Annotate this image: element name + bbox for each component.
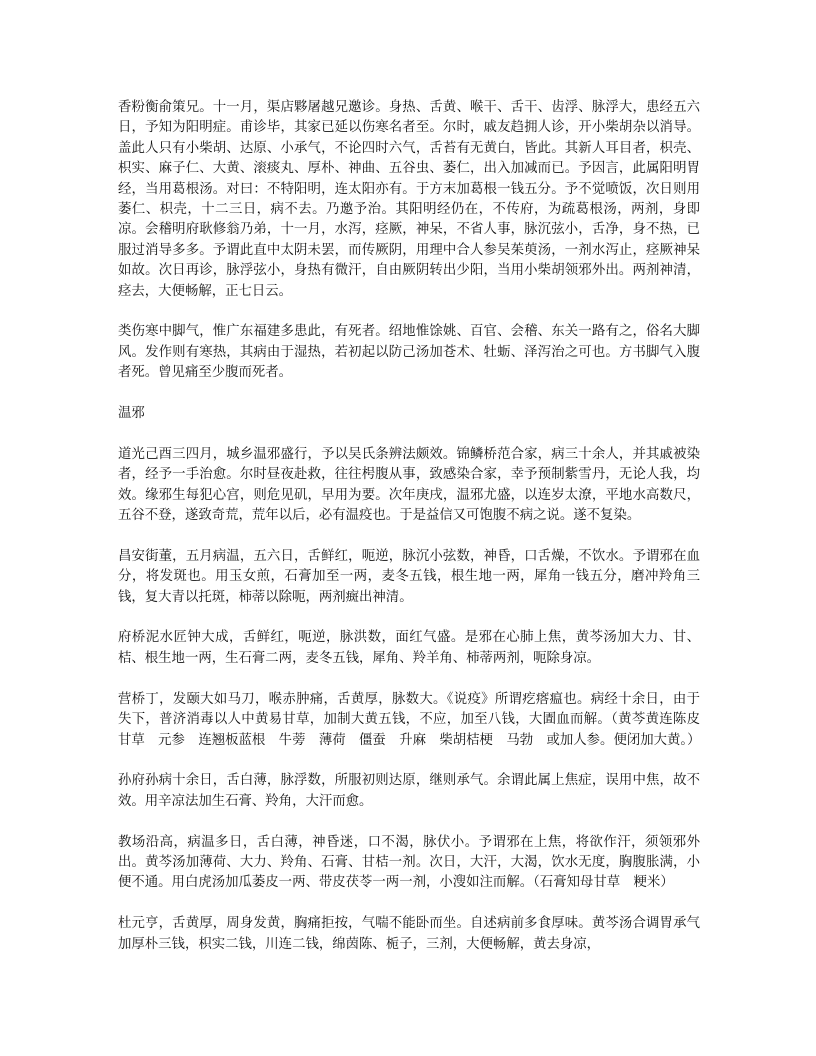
case-paragraph-6: 营桥丁，发颐大如马刀，喉赤肿痛，舌黄厚，脉数大。《说疫》所谓疙瘩瘟也。病经十余日，由于失下，普济消毒以人中黄易甘草，加制大黄五钱，不应，加至八钱，大圊血而解。（黄芩黄连陈皮 甘草 元参 连翘板蓝根 牛蒡 薄荷 僵蚕 升麻 柴胡桔梗 马勃 或加人参。便闭加大黄。） [118, 691, 714, 748]
case-paragraph-3: 道光己酉三四月，城乡温邪盛行，予以吴氏条辨法颇效。锦鳞桥范合家，病三十余人，并其戚被染者，经予一手治愈。尔时昼夜赴救，往往枵腹从事，致感染合家，幸予预制紫雪丹，无论人我，均效。缘邪生每犯心宫，则危见矶，早用为要。次年庚戌，温邪尤盛，以连岁太潦，平地水高数尺，五谷不登，遂致奇荒，荒年以后，必有温疫也。于是益信又可饱腹不病之说。遂不复染。 [118, 446, 700, 524]
case-paragraph-4: 昌安街董，五月病温，五六日，舌鲜红，呃逆，脉沉小弦数，神昏，口舌燥，不饮水。予谓邪在血分，将发斑也。用玉女煎，石膏加至一两，麦冬五钱，根生地一两，犀角一钱五分，磨冲羚角三钱，复大青以托斑，柿蒂以除呃，两剂癍出神清。 [118, 548, 700, 605]
section-heading: 温邪 [118, 406, 145, 422]
case-paragraph-9: 杜元亨，舌黄厚，周身发黄，胸痛拒按，气喘不能卧而坐。自述病前多食厚味。黄芩汤合调胃承气加厚朴三钱，枳实二钱，川连二钱，绵茵陈、栀子，三剂，大便畅解，黄去身凉， [118, 916, 700, 952]
case-paragraph-5: 府桥泥水匠钟大成，舌鲜红，呃逆，脉洪数，面红气盛。是邪在心肺上焦，黄芩汤加大力、甘、桔、根生地一两，生石膏二两，麦冬五钱，犀角、羚羊角、柿蒂两剂，呃除身凉。 [118, 630, 700, 666]
case-paragraph-1: 香粉衡俞策兄。十一月，渠店夥屠越兄邀诊。身热、舌黄、喉干、舌干、齿浮、脉浮大，患经五六日，予知为阳明症。甫诊毕，其家已延以伤寒名者至。尔时，戚友趋拥人诊，开小柴胡杂以消导。盖此人只有小柴胡、达原、小承气，不论四时六气，舌苔有无黄白，皆此。其新人耳目者，枳壳、枳实、麻子仁、大黄、滚痰丸、厚朴、神曲、五谷虫、萎仁，出入加减而已。予因言，此属阳明胃经，当用葛根汤。对曰：不特阳明，连太阳亦有。于方末加葛根一钱五分。予不觉喷饭，次日则用萎仁、枳壳，十二三日，病不去。乃邀予治。其阳明经仍在，不传府，为疏葛根汤，两剂，身即凉。会稽明府耿修翁乃弟，十一月，水泻，痉厥，神呆，不省人事，脉沉弦小，舌净，身不热，已服过消导多多。予谓此直中太阴未罢，而传厥阴，用理中合人参吴茱萸汤，一剂水泻止，痉厥神呆如故。次日再诊，脉浮弦小，身热有微汗，自由厥阴转出少阳，当用小柴胡领邪外出。两剂神清，痉去，大便畅解，正七日云。 [118, 100, 700, 299]
document-page [118, 98, 714, 975]
case-paragraph-2: 类伤寒中脚气，惟广东福建多患此，有死者。绍地惟馀姚、百官、会稽、东关一路有之，俗名大脚风。发作则有寒热，其病由于湿热，若初起以防己汤加苍术、牡蛎、泽泻治之可也。方书脚气入腹者死。曾见痛至少腹而死者。 [118, 324, 700, 381]
case-paragraph-8: 教场沿高，病温多日，舌白薄，神昏迷，口不渴，脉伏小。予谓邪在上焦，将欲作汗，须领邪外出。黄芩汤加薄荷、大力、羚角、石膏、甘桔一剂。次日，大汗，大渴，饮水无度，胸腹胀满，小便不通。用白虎汤加瓜萎皮一两、带皮茯苓一两一剂，小溲如注而解。（石膏知母甘草 粳米） [118, 834, 700, 891]
case-paragraph-7: 孙府孙病十余日，舌白薄，脉浮数，所服初则达原，继则承气。余谓此属上焦症，误用中焦，故不效。用辛凉法加生石膏、羚角，大汗而愈。 [118, 773, 700, 809]
